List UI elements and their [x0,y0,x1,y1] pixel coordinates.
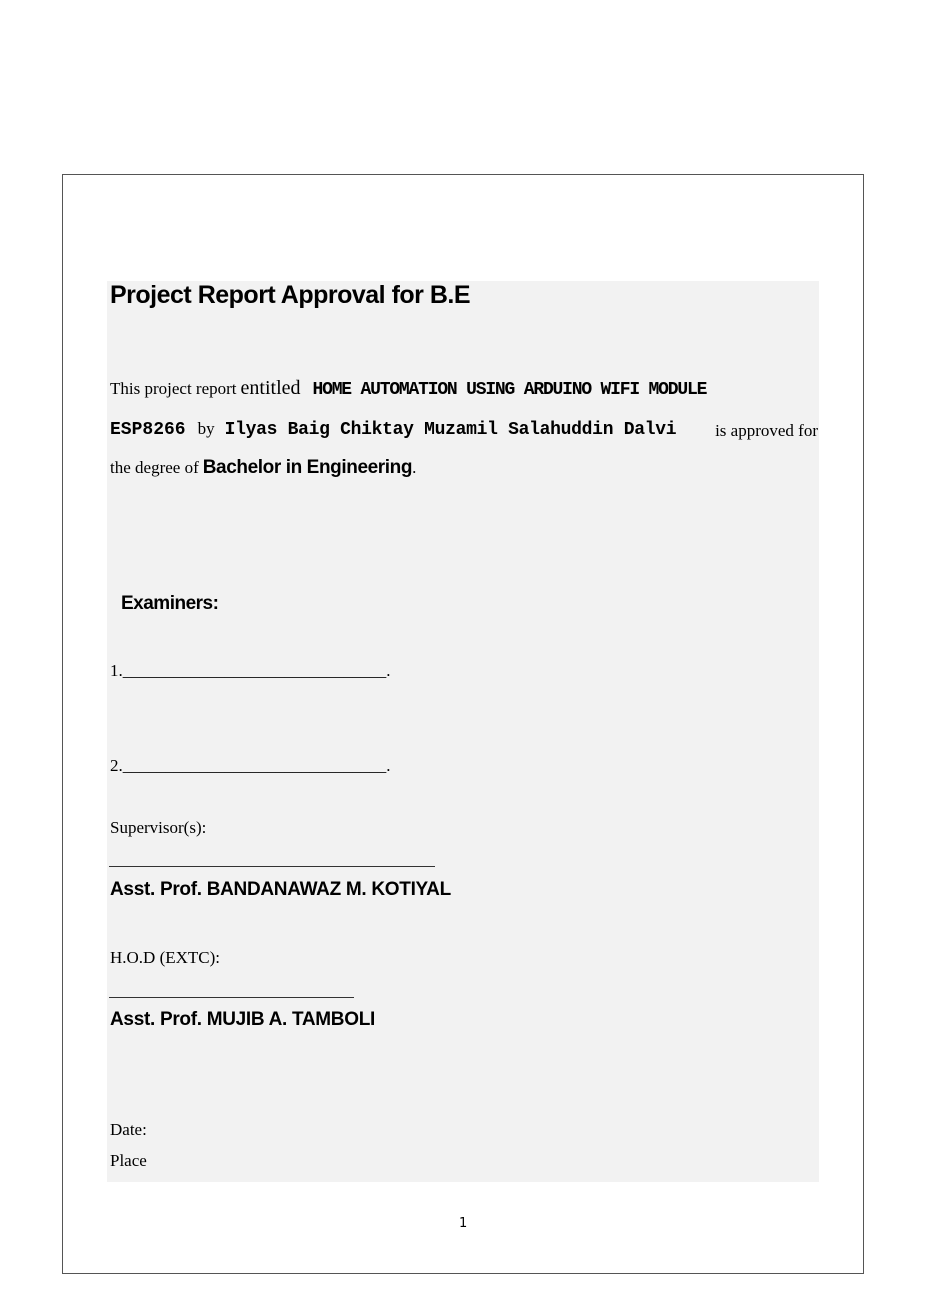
date-label: Date: [110,1120,147,1139]
hod-label: H.O.D (EXTC): [110,948,221,967]
project-title-line-1: HOME AUTOMATION USING ARDUINO WIFI MODULE [312,380,707,400]
statement-approved: is approved for [715,421,818,440]
statement-period: . [412,458,417,477]
statement-by: by [197,419,215,438]
supervisor-name: Asst. Prof. BANDANAWAZ M. KOTIYAL [110,879,451,900]
statement-line-2 [110,419,818,440]
page-number: 1 [459,1216,468,1231]
degree-name: Bachelor in Engineering [202,457,413,478]
hod-signature-line [109,997,354,998]
statement-line-3 [110,457,416,479]
degree-prefix: the degree of [110,458,199,477]
project-title-line-2: ESP8266 [110,420,186,440]
content-background [107,281,819,1182]
examiner-2-line: 2._______________________________. [110,756,391,775]
statement-line-1 [110,377,706,400]
place-label: Place [110,1151,147,1170]
authors: Ilyas Baig Chiktay Muzamil Salahuddin Dalvi [224,420,677,440]
statement-prefix: This project report [110,379,237,398]
page-title: Project Report Approval for B.E [110,281,471,309]
supervisor-signature-line [109,866,435,867]
examiner-1-line: 1._______________________________. [110,661,391,680]
supervisor-label: Supervisor(s): [110,818,207,837]
examiners-heading: Examiners: [121,593,219,614]
hod-name: Asst. Prof. MUJIB A. TAMBOLI [110,1009,375,1030]
statement-entitled: entitled [240,377,301,399]
